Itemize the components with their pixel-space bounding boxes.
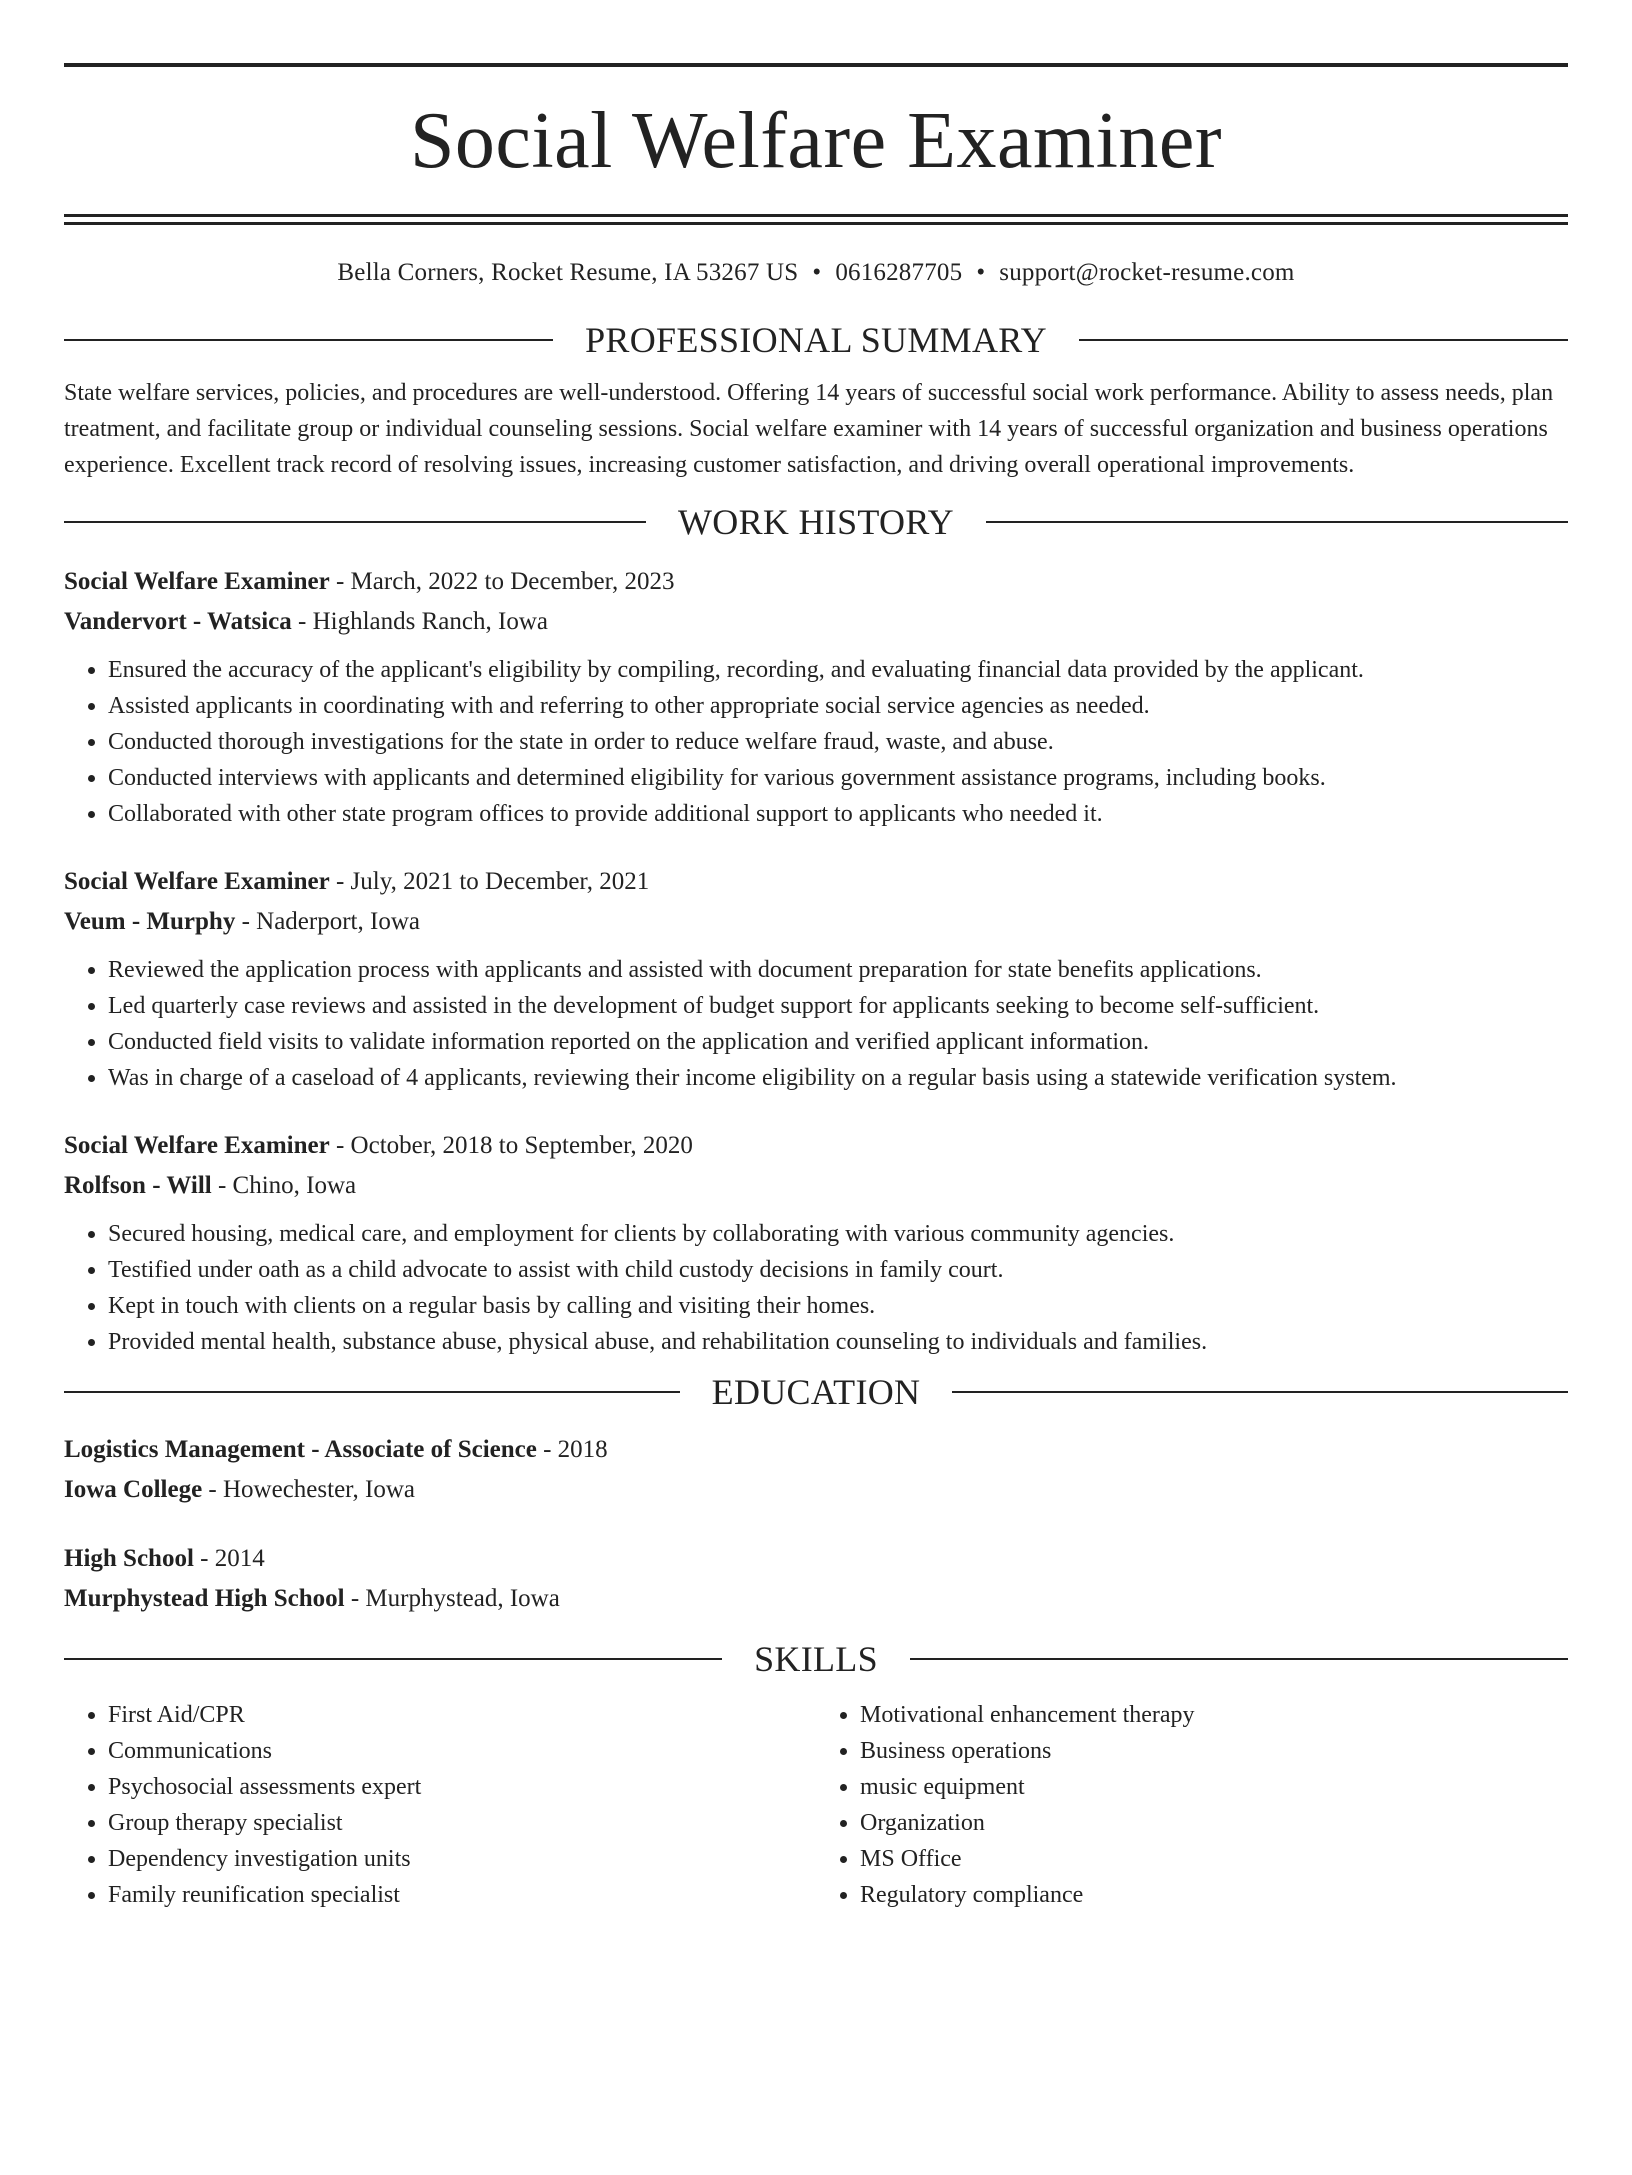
list-item: • Psychosocial assessments expert [108,1769,816,1805]
list-item: • Led quarterly case reviews and assisted in the development of budget support for applicants seeking to become self-sufficient. [108,988,1568,1024]
list-item: • Regulatory compliance [860,1877,1568,1913]
summary-text: State welfare services, policies, and procedures are well-understood. Offering 14 years of successful social work performance. Ability to assess needs, plan treatment, and facilitate group or individual counseling sessions. Social welfare examiner with 14 years of successful organization and business operations experience. Excellent track record of resolving issues, increasing customer satisfaction, and driving overall operational improvements. [64,380,1554,478]
job-title-line [64,862,1568,902]
job-dates: - October, 2018 to September, 2020 [329,1132,693,1159]
job-dates: - July, 2021 to December, 2021 [329,868,650,895]
education-year: - 2014 [193,1545,265,1572]
heading-rule-left [64,521,646,523]
list-item: • Organization [860,1805,1568,1841]
list-item: • Secured housing, medical care, and employment for clients by collaborating with various community agencies. [108,1216,1568,1252]
job-location: - Chino, Iowa [211,1172,357,1199]
education-school-line [64,1579,1568,1619]
education-school: Murphystead High School [64,1585,345,1612]
contact-email: support@rocket-resume.com [999,259,1295,286]
education-degree: Logistics Management - Associate of Science [64,1436,537,1463]
contact-phone: 0616287705 [835,259,963,286]
job-company: Rolfson - Will [64,1172,212,1199]
job-company-line [64,602,1568,642]
list-item: • Communications [108,1733,816,1769]
heading-rule-left [64,1658,722,1660]
education-degree-line [64,1430,1568,1470]
job-location: - Naderport, Iowa [235,908,420,935]
section-heading-skills [64,1637,1568,1681]
heading-rule-right [1079,339,1568,341]
list-item: • Conducted thorough investigations for the state in order to reduce welfare fraud, waste, and abuse. [108,724,1568,760]
list-item: • MS Office [860,1841,1568,1877]
job-company-line [64,902,1568,942]
job-company-line [64,1166,1568,1206]
job-location: - Highlands Ranch, Iowa [291,608,548,635]
skills-columns [64,1697,1568,1913]
list-item: • Motivational enhancement therapy [860,1697,1568,1733]
job-title: Social Welfare Examiner [64,568,330,595]
heading-rule-right [952,1391,1568,1393]
resume-page [0,63,1632,2175]
section-heading-summary [64,318,1568,362]
skills-column-right [816,1697,1568,1913]
list-item: • Collaborated with other state program offices to provide additional support to applicants who needed it. [108,796,1568,832]
job-company: Vandervort - Watsica [64,608,292,635]
list-item: • Business operations [860,1733,1568,1769]
list-item: • Dependency investigation units [108,1841,816,1877]
skills-list [64,1697,816,1913]
list-item: • Assisted applicants in coordinating with and referring to other appropriate social service agencies as needed. [108,688,1568,724]
list-item: • Family reunification specialist [108,1877,816,1913]
job-title: Social Welfare Examiner [64,1132,330,1159]
list-item: • Was in charge of a caseload of 4 applicants, reviewing their income eligibility on a regular basis using a statewide verification system. [108,1060,1568,1096]
list-item: • Conducted field visits to validate information reported on the application and verified applicant information. [108,1024,1568,1060]
education-location: - Murphystead, Iowa [344,1585,560,1612]
section-title: SKILLS [754,1639,878,1679]
list-item: • Conducted interviews with applicants and determined eligibility for various government assistance programs, including books. [108,760,1568,796]
section-title: PROFESSIONAL SUMMARY [585,320,1047,360]
job-bullets [64,652,1568,832]
contact-separator: • [976,259,986,286]
education-school-line [64,1470,1568,1510]
section-title: EDUCATION [711,1372,921,1412]
list-item: • music equipment [860,1769,1568,1805]
job-bullets [64,952,1568,1096]
contact-separator: • [812,259,822,286]
list-item: • Reviewed the application process with applicants and assisted with document preparation for state benefits applications. [108,952,1568,988]
list-item: • Kept in touch with clients on a regular basis by calling and visiting their homes. [108,1288,1568,1324]
education-school: Iowa College [64,1476,203,1503]
heading-rule-right [910,1658,1568,1660]
job-entry [64,862,1568,1096]
section-heading-work-history [64,500,1568,544]
list-item: • First Aid/CPR [108,1697,816,1733]
contact-line [64,256,1568,290]
contact-address: Bella Corners, Rocket Resume, IA 53267 US [337,259,799,286]
job-entry [64,562,1568,832]
section-title: WORK HISTORY [678,502,954,542]
top-rule [64,63,1568,67]
job-title-line [64,562,1568,602]
education-degree-line [64,1539,1568,1579]
heading-rule-right [986,521,1568,523]
double-rule [64,214,1568,225]
education-entry [64,1430,1568,1510]
job-title: Social Welfare Examiner [64,868,330,895]
job-dates: - March, 2022 to December, 2023 [329,568,675,595]
job-company: Veum - Murphy [64,908,236,935]
section-heading-education [64,1370,1568,1414]
education-location: - Howechester, Iowa [202,1476,415,1503]
resume-name: Social Welfare Examiner [409,97,1223,185]
heading-rule-left [64,339,553,341]
list-item: • Provided mental health, substance abuse, physical abuse, and rehabilitation counseling to individuals and families. [108,1324,1568,1360]
skills-column-left [64,1697,816,1913]
list-item: • Ensured the accuracy of the applicant's eligibility by compiling, recording, and evaluating financial data provided by the applicant. [108,652,1568,688]
list-item: • Testified under oath as a child advocate to assist with child custody decisions in family court. [108,1252,1568,1288]
job-title-line [64,1126,1568,1166]
heading-rule-left [64,1391,680,1393]
job-bullets [64,1216,1568,1360]
education-year: - 2018 [536,1436,608,1463]
list-item: • Group therapy specialist [108,1805,816,1841]
skills-list [816,1697,1568,1913]
education-degree: High School [64,1545,194,1572]
job-entry [64,1126,1568,1360]
education-entry [64,1539,1568,1619]
